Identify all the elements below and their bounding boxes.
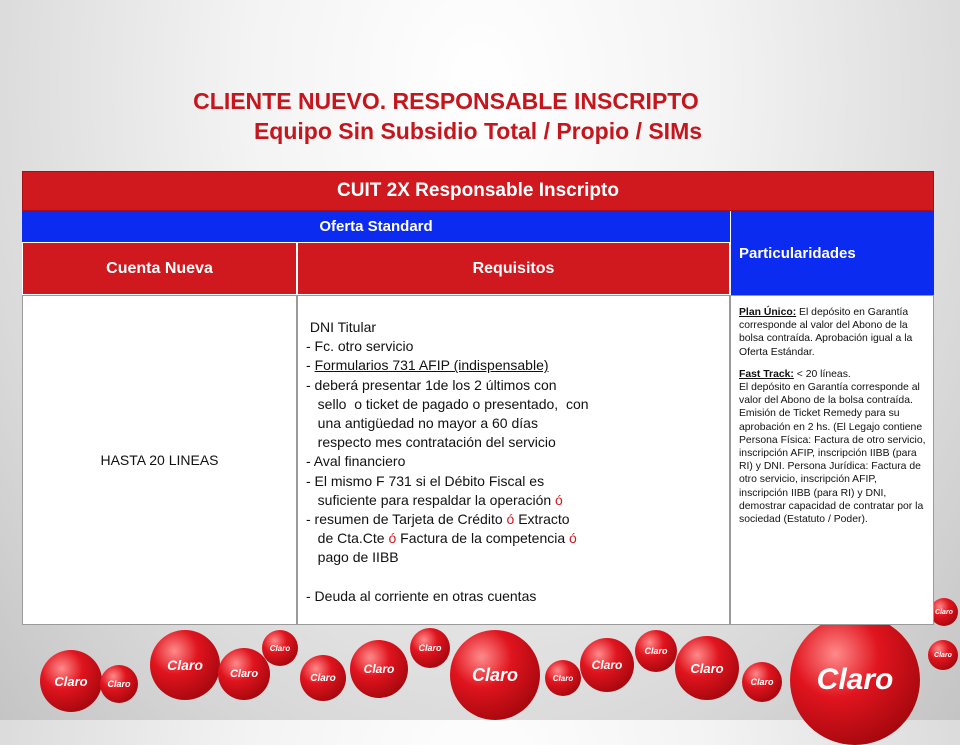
requisito-formularios-link: Formularios 731 AFIP (indispensable) [314,357,549,374]
column-header-requisitos: Requisitos [297,242,730,295]
column-header-cuenta-nueva: Cuenta Nueva [22,242,297,295]
plan-unico-label: Plan Único: [739,307,797,318]
requisito-item: pago de IIBB [306,549,399,566]
requisito-item: DNI Titular [306,319,377,335]
requisito-or: ó [569,530,577,547]
particularidades-cell [730,295,934,625]
requisito-text: de Cta.Cte [306,530,389,547]
requisito-item [306,491,729,510]
requisito-item: - Deuda al corriente en otras cuentas [306,587,537,604]
requisito-text: Extracto [514,511,570,528]
cuenta-nueva-value: HASTA 20 LINEAS [100,452,219,468]
requisito-or: ó [388,530,397,547]
requisito-item: respecto mes contratación del servicio [306,434,556,451]
requisito-item: - Fc. otro servicio [306,338,414,355]
page-subtitle: Equipo Sin Subsidio Total / Propio / SIMs [253,118,703,144]
page-title: CLIENTE NUEVO. RESPONSABLE INSCRIPTO [193,88,699,114]
requisito-or: ó [506,511,515,528]
requisito-item [306,510,729,529]
requisito-or: ó [555,491,563,508]
requisitos-cell [297,295,730,625]
spacer [306,568,729,587]
fast-track-text: < 20 líneas. [793,368,851,380]
requisito-dash: - [306,357,315,374]
particularidades-header: Particularidades [730,211,934,295]
cuenta-nueva-cell [22,295,297,625]
requisito-text: Factura de la competencia [396,530,570,547]
plan-unico-text: El depósito en Garantía corresponde al valor del Abono de la bolsa contraída. Aprobación igual a la Oferta Estándar. [739,307,913,358]
requisito-text: suficiente para respaldar la operación [306,491,556,508]
requisito-item: - Aval financiero [306,453,406,470]
spacer [739,359,927,368]
fast-track-label: Fast Track: [739,368,794,380]
requisito-text: - resumen de Tarjeta de Crédito [306,511,507,528]
requisito-item: sello o ticket de pagado o presentado, con [306,395,589,412]
fast-track-details: El depósito en Garantía corresponde al valor del Abono de la bolsa contraída. Emisión de Ticket Remedy para su aprobación en 2 hs. (El Legajo contiene Persona Física: Factura de otro servicio, inscripción AFIP, inscripción IIBB (para RI) y DNI. Persona Jurídica: Factura de otro servicio, inscripción AFIP, inscripción IIBB (para RI) y DNI, demostrar capacidad de contratar por la sociedad (Estatuto / Poder). [739,382,926,526]
requisito-item: - deberá presentar 1de los 2 últimos con [306,376,557,393]
plan-unico-paragraph [739,306,927,359]
fast-track-paragraph [739,368,927,381]
requisito-item: - El mismo F 731 si el Débito Fiscal es [306,472,545,489]
requisito-item: una antigüedad no mayor a 60 días [306,415,538,432]
offer-header: Oferta Standard [22,211,730,242]
cuit-header: CUIT 2X Responsable Inscripto [22,171,934,211]
requisito-item [306,356,729,375]
requisito-item [306,529,729,548]
